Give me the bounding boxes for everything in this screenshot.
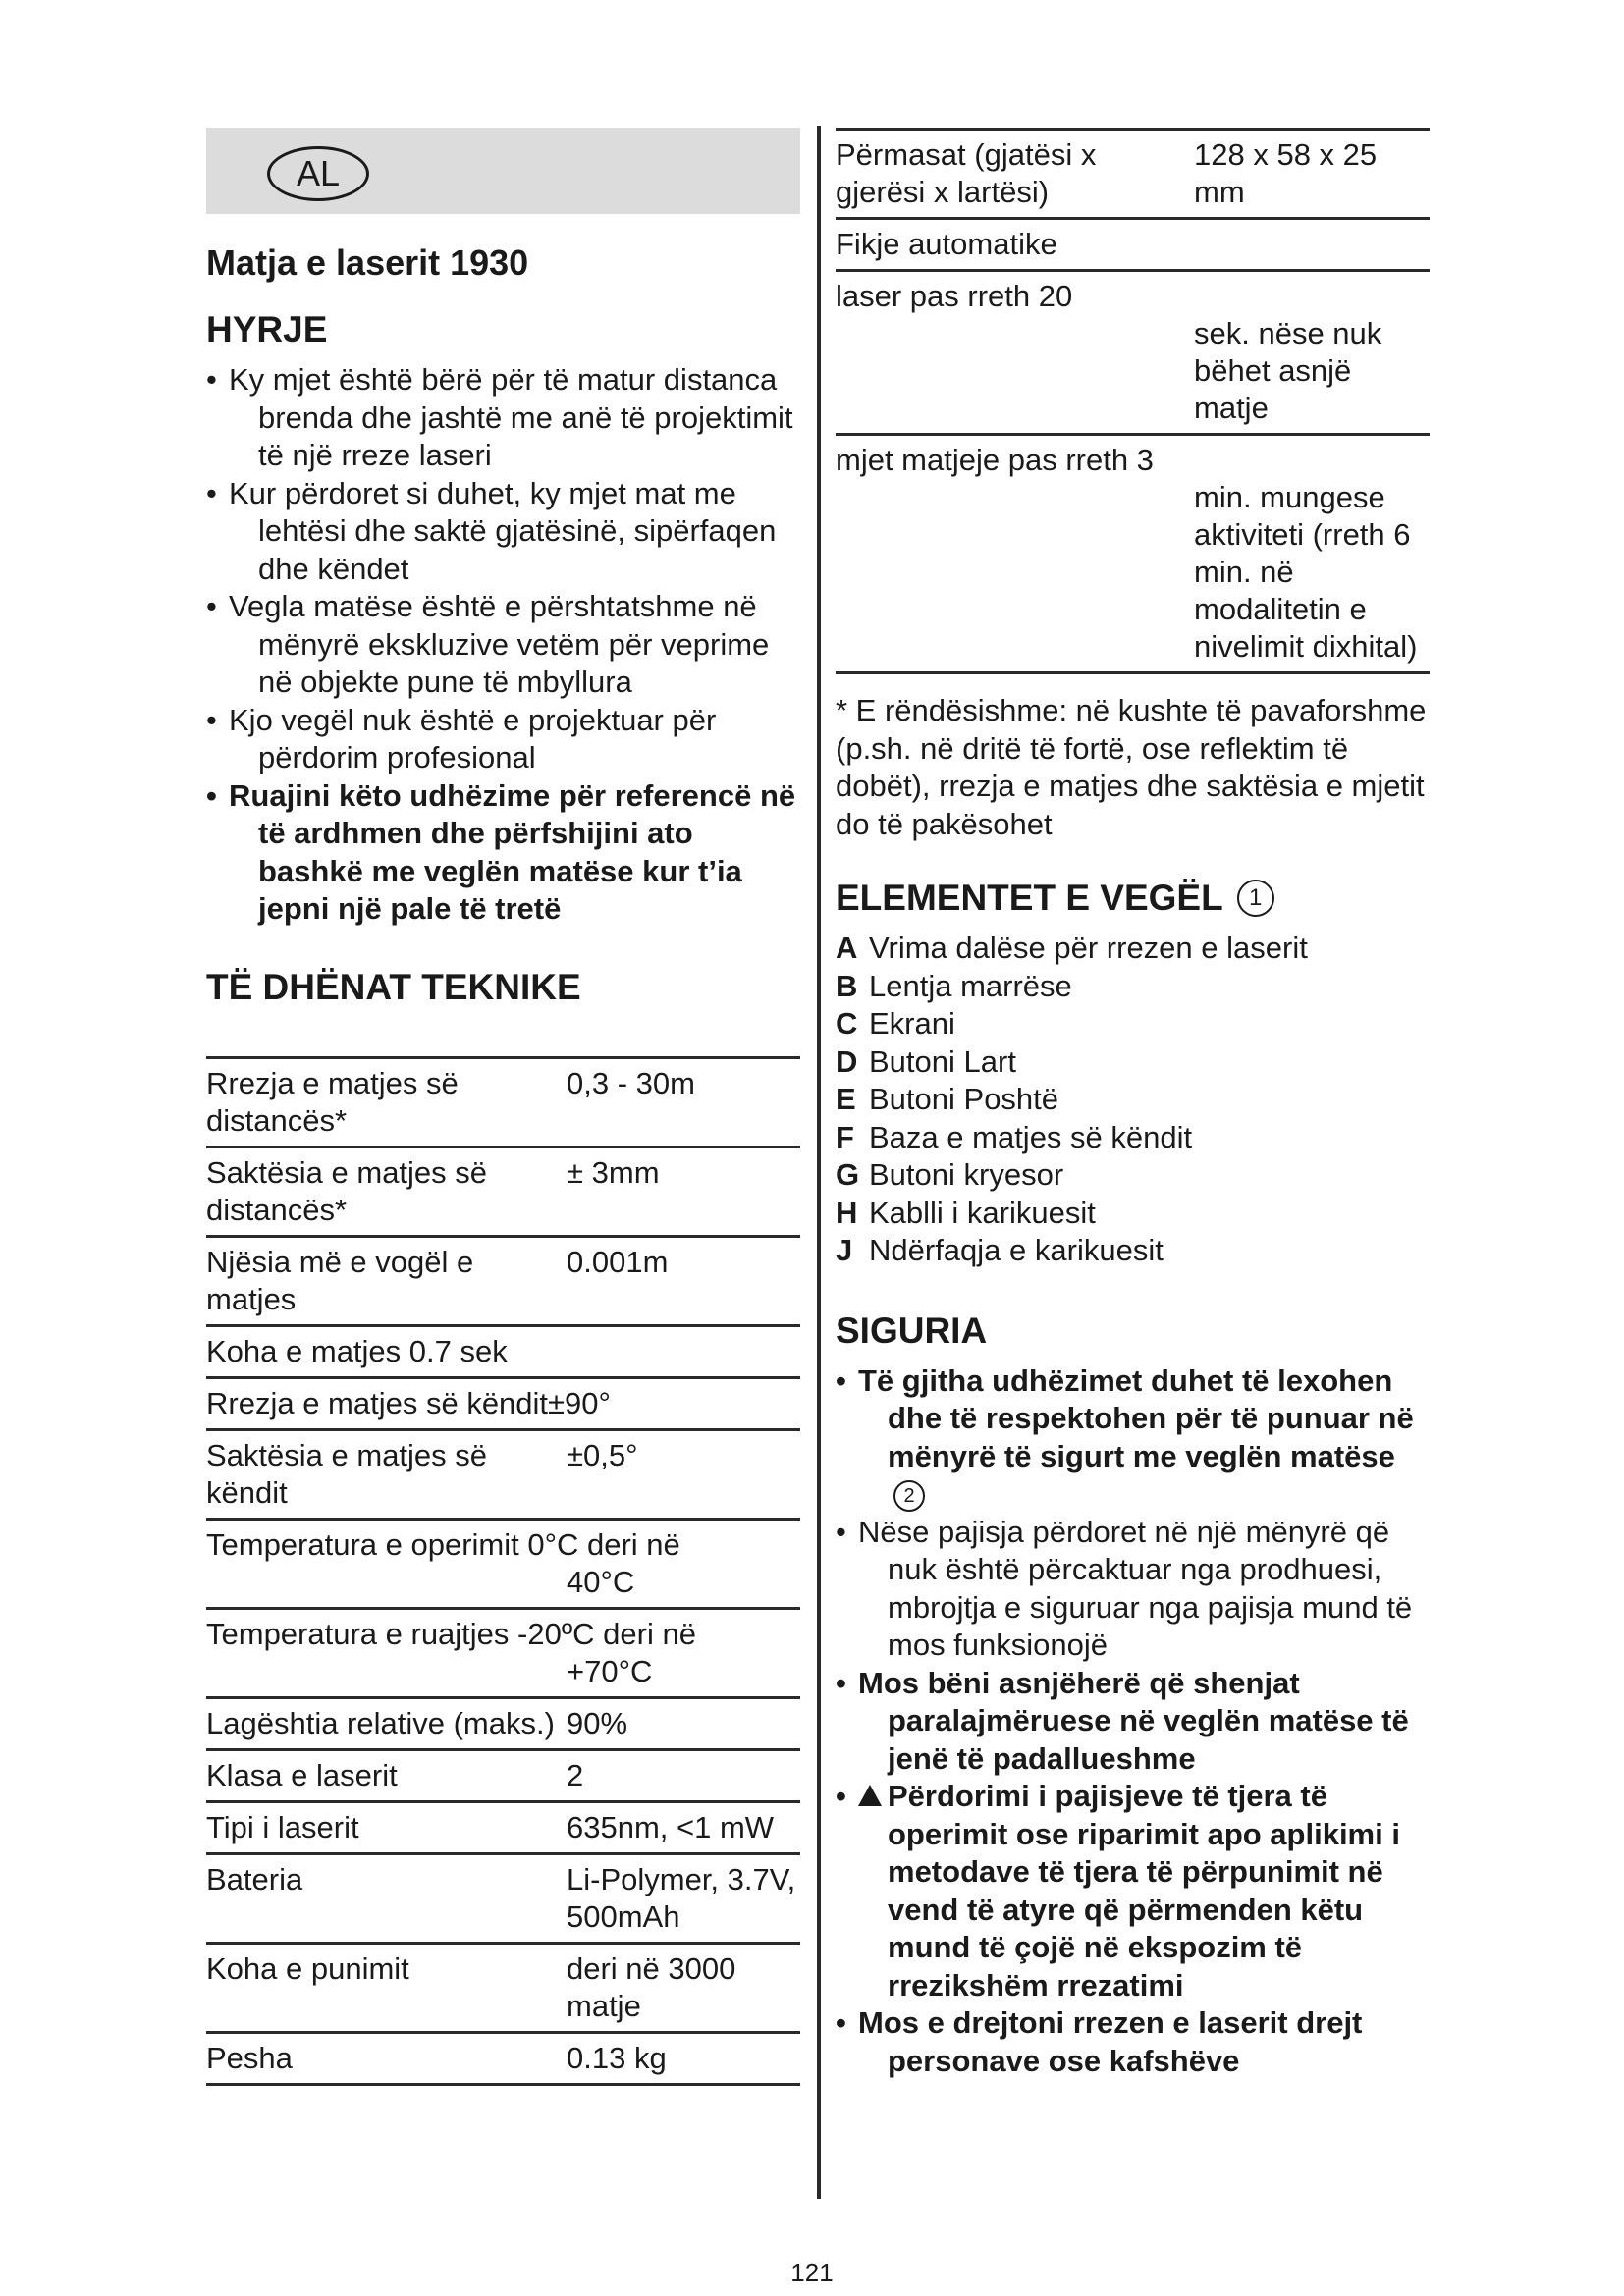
left-column [206,128,800,2086]
list-item [836,2004,1430,2080]
spec-value: 635nm, <1 mW [567,1809,775,1844]
spec-label: Tipi i laserit [206,1809,359,1844]
table-row [206,1608,800,1697]
list-item [206,361,800,475]
table-row [836,271,1430,435]
list-item [836,1665,1430,1779]
list-item [836,1232,1430,1270]
right-column [836,128,1430,2080]
part-text: Baza e matjes së këndit [869,1119,1193,1154]
list-item [836,1514,1430,1665]
list-item [836,1081,1430,1119]
parts-list [836,930,1430,1270]
safety-bullet-text: Mos e drejtoni rrezen e laserit drejt personave ose kafshëve [858,2005,1363,2078]
figure-ref-icon: 1 [1237,880,1274,917]
list-item [206,777,800,929]
part-text: Butoni Lart [869,1043,1016,1079]
part-letter: H [836,1195,858,1230]
intro-list [206,361,800,929]
spec-label: Rrezja e matjes së distancës* [206,1065,459,1138]
table-row [206,2032,800,2084]
spec-label: Saktësia e matjes së këndit [206,1437,488,1510]
safety-bullet-text: Përdorimi i pajisjeve të tjera të operimit ose riparimit apo aplikimi i metodave të tjera të përpunimit në vend të atyre që përmenden këtu mund të çojë në ekspozim të rrezikshëm rrezatimi [888,1779,1400,2002]
bullet-icon: • [206,362,217,397]
table-row [206,1377,800,1429]
spec-value: min. mungese aktiviteti (rreth 6 min. në modalitetin e nivelimit dixhital) [1194,480,1418,664]
spec-value: 2 [567,1757,584,1792]
bullet-icon: • [836,1665,846,1700]
table-row [206,1853,800,1943]
spec-value: 90% [567,1705,628,1740]
part-letter: J [836,1233,853,1267]
intro-heading: HYRJE [206,309,328,349]
bullet-icon: • [206,589,217,623]
safety-bullet-text: Nëse pajisja përdoret në një mënyrë që nuk është përcaktuar nga prodhuesi, mbrojtja e siguruar nga pajisja mund të mos funksionojë [858,1514,1413,1662]
figure-ref-icon: 2 [893,1480,925,1512]
list-item [836,1043,1430,1082]
spec-label: Rrezja e matjes së këndit±90° [206,1385,611,1420]
list-item [836,1362,1430,1514]
list-item [836,968,1430,1006]
table-row [206,1236,800,1325]
table-row [206,1325,800,1377]
part-letter: G [836,1157,860,1192]
bullet-icon: • [206,475,217,510]
spec-value: 0.001m [567,1244,669,1279]
tech-note: * E rëndësishme: në kushte të pavaforshme (p.sh. në dritë të fortë, ose reflektim të dobët), rrezja e matjes dhe saktësia e mjetit do të pakësohet [836,693,1427,841]
table-row [206,1943,800,2032]
spec-label: Lagështia relative (maks.) [206,1705,555,1740]
part-text: Ndërfaqja e karikuesit [869,1233,1164,1267]
spec-label: Përmasat (gjatësi x gjerësi x lartësi) [836,137,1097,209]
bullet-icon: • [836,1362,846,1398]
spec-value: 0.13 kg [567,2040,667,2075]
table-row [206,1519,800,1608]
intro-bullet-text: Kur përdoret si duhet, ky mjet mat me lehtësi dhe saktë gjatësinë, sipërfaqen dhe këndet [229,475,777,586]
tech-heading: TË DHËNAT TEKNIKE [206,966,581,1007]
spec-value: ± 3mm [567,1154,660,1190]
table-row [206,1749,800,1801]
list-item [836,1778,1430,2004]
table-row [836,219,1430,271]
intro-bullet-text: Ky mjet është bërë për të matur distanca brenda dhe jashtë me anë të projektimit të një rreze laseri [229,362,793,472]
part-text: Butoni Poshtë [869,1082,1059,1116]
part-text: Lentja marrëse [869,968,1072,1003]
column-divider [817,126,821,2199]
list-item [836,930,1430,968]
part-letter: A [836,931,858,965]
part-letter: F [836,1119,854,1154]
list-item [836,1156,1430,1195]
warning-icon [858,1785,882,1806]
spec-label: Temperatura e ruajtjes -20ºC deri në +70°C [206,1608,800,1697]
list-item [836,1119,1430,1157]
table-row [206,1057,800,1147]
elements-heading-text: ELEMENTET E VEGËL [836,878,1223,918]
list-item [206,475,800,589]
spec-label: Bateria [206,1861,303,1896]
list-item [206,588,800,702]
table-row [836,435,1430,673]
safety-heading: SIGURIA [836,1309,988,1351]
bullet-icon: • [206,777,217,813]
spec-label: Klasa e laserit [206,1757,398,1792]
intro-bullet-text: Kjo vegël nuk është e projektuar për përdorim profesional [229,702,717,774]
document-title: Matja e laserit 1930 [206,242,529,283]
part-letter: C [836,1006,858,1041]
language-badge: AL [267,146,369,201]
safety-bullet-text: Mos bëni asnjëherë që shenjat paralajmëruese në veglën matëse të jenë të padallueshme [858,1665,1409,1776]
part-text: Vrima dalëse për rrezen e laserit [869,931,1308,965]
safety-list [836,1362,1430,2081]
part-text: Kablli i karikuesit [869,1195,1096,1230]
spec-label: mjet matjeje pas rreth 3 [836,443,1154,477]
list-item [836,1005,1430,1043]
spec-value: sek. nëse nuk bëhet asnjë matje [1194,316,1382,425]
part-text: Ekrani [869,1006,955,1041]
spec-label: Saktësia e matjes së distancës* [206,1154,488,1227]
table-row [206,1147,800,1236]
table-row [836,130,1430,219]
page-number: 121 [790,2258,834,2287]
spec-label: Koha e punimit [206,1950,409,1986]
part-letter: E [836,1082,856,1116]
intro-bullet-text: Ruajini këto udhëzime për referencë në të ardhmen dhe përfshijini ato bashkë me veglën matëse kur t’ia jepni një pale të tretë [229,777,796,926]
spec-label: Temperatura e operimit 0°C deri në 40°C [206,1519,800,1608]
spec-label: Fikje automatike [836,227,1057,261]
spec-value: +70°C [567,1653,653,1688]
tech-table-right [836,128,1430,674]
table-row [206,1697,800,1749]
bullet-icon: • [836,2005,846,2040]
spec-value: deri në 3000 matje [567,1950,736,2023]
spec-label: Pesha [206,2040,293,2075]
tech-table-left [206,1056,800,2086]
spec-value: 0,3 - 30m [567,1065,695,1100]
language-bar [206,128,800,214]
part-text: Butoni kryesor [869,1157,1064,1192]
spec-value: ±0,5° [567,1437,638,1472]
bullet-icon: • [836,1779,846,1813]
spec-value: Li-Polymer, 3.7V, 500mAh [567,1861,796,1934]
bullet-icon: • [206,702,217,737]
safety-bullet-text: Të gjitha udhëzimet duhet të lexohen dhe të respektohen për të punuar në mënyrë të sigurt me veglën matëse [858,1362,1414,1473]
intro-bullet-text: Vegla matëse është e përshtatshme në mënyrë ekskluzive vetëm për veprime në objekte pune të mbyllura [229,589,770,699]
part-letter: B [836,968,858,1003]
spec-label: laser pas rreth 20 [836,279,1073,313]
spec-label: Koha e matjes 0.7 sek [206,1333,508,1368]
spec-value: 40°C [567,1564,635,1599]
spec-label: Njësia më e vogël e matjes [206,1244,474,1316]
spec-value: 128 x 58 x 25 mm [1194,137,1378,209]
part-letter: D [836,1043,858,1079]
bullet-icon: • [836,1514,846,1549]
list-item [836,1195,1430,1233]
table-row [206,1801,800,1853]
list-item [206,702,800,777]
elements-heading [836,877,1430,920]
table-row [206,1429,800,1519]
